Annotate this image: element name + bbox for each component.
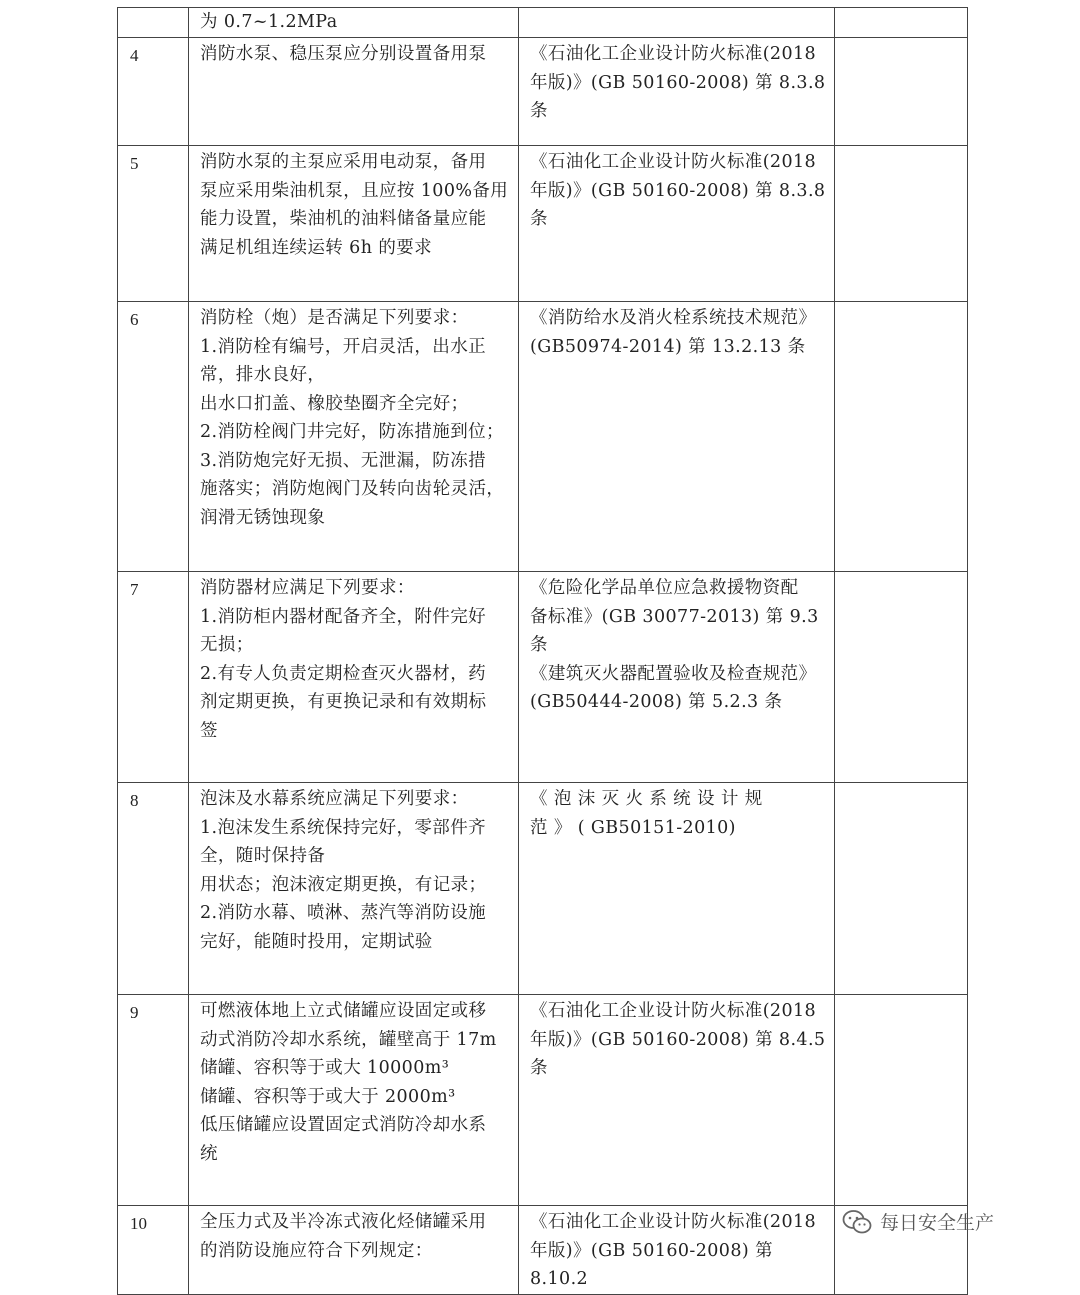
item-number: 6 [118,302,189,572]
watermark-text: 每日安全生产 [880,1212,995,1234]
note-cell [835,995,968,1206]
requirement-cell: 消防水泵的主泵应采用电动泵，备用 泵应采用柴油机泵，且应按 100%备用 能力设置，柴油机的油料储备量应能 满足机组连续运转 6h 的要求 [189,146,519,302]
account-watermark [842,1208,994,1235]
item-number: 10 [118,1206,189,1295]
item-number: 8 [118,783,189,995]
note-cell [835,783,968,995]
standard-cell: 《 泡 沫 灭 火 系 统 设 计 规 范 》 ( GB50151-2010) [519,783,835,995]
table-row [118,572,968,783]
inspection-table [117,7,968,1295]
requirement-cell: 可燃液体地上立式储罐应设固定或移 动式消防冷却水系统，罐壁高于 17m 储罐、容积等于或大 10000m³ 储罐、容积等于或大于 2000m³ 低压储罐应设置固定式消防冷却水系 统 [189,995,519,1206]
wechat-icon [842,1209,872,1235]
note-cell [835,146,968,302]
standard-cell: 《石油化工企业设计防火标准(2018 年版)》(GB 50160-2008) 第 8.3.8 条 [519,38,835,146]
requirement-cell: 泡沫及水幕系统应满足下列要求： 1.泡沫发生系统保持完好，零部件齐 全，随时保持备 用状态；泡沫液定期更换，有记录； 2.消防水幕、喷淋、蒸汽等消防设施 完好，能随时投用，定期试验 [189,783,519,995]
table-row [118,38,968,146]
standard-cell: 《石油化工企业设计防火标准(2018 年版)》(GB 50160-2008) 第 8.10.2 [519,1206,835,1295]
requirement-cell: 消防水泵、稳压泵应分别设置备用泵 [189,38,519,146]
item-number: 9 [118,995,189,1206]
standard-cell: 《石油化工企业设计防火标准(2018 年版)》(GB 50160-2008) 第 8.4.5 条 [519,995,835,1206]
item-number [118,8,189,38]
requirement-cell: 消防栓（炮）是否满足下列要求： 1.消防栓有编号，开启灵活，出水正 常，排水良好， 出水口扪盖、橡胶垫圈齐全完好； 2.消防栓阀门井完好，防冻措施到位； 3.消防炮完好无损、无泄漏，防冻措 施落实；消防炮阀门及转向齿轮灵活， 润滑无锈蚀现象 [189,302,519,572]
table-row [118,1206,968,1295]
table-row [118,146,968,302]
note-cell [835,8,968,38]
standard-cell: 《石油化工企业设计防火标准(2018 年版)》(GB 50160-2008) 第 8.3.8 条 [519,146,835,302]
table-row [118,995,968,1206]
table-row [118,302,968,572]
item-number: 7 [118,572,189,783]
note-cell [835,38,968,146]
standard-cell: 《消防给水及消火栓系统技术规范》 (GB50974-2014) 第 13.2.13 条 [519,302,835,572]
note-cell [835,302,968,572]
table-row [118,783,968,995]
item-number: 4 [118,38,189,146]
standard-cell: 《危险化学品单位应急救援物资配 备标准》(GB 30077-2013) 第 9.3 条 《建筑灭火器配置验收及检查规范》 (GB50444-2008) 第 5.2.3 条 [519,572,835,783]
requirement-cell: 消防器材应满足下列要求： 1.消防柜内器材配备齐全，附件完好 无损； 2.有专人负责定期检查灭火器材，药 剂定期更换，有更换记录和有效期标 签 [189,572,519,783]
requirement-cell: 为 0.7~1.2MPa [189,8,519,38]
table-row [118,8,968,38]
requirement-cell: 全压力式及半冷冻式液化烃储罐采用 的消防设施应符合下列规定： [189,1206,519,1295]
item-number: 5 [118,146,189,302]
standard-cell [519,8,835,38]
note-cell [835,572,968,783]
